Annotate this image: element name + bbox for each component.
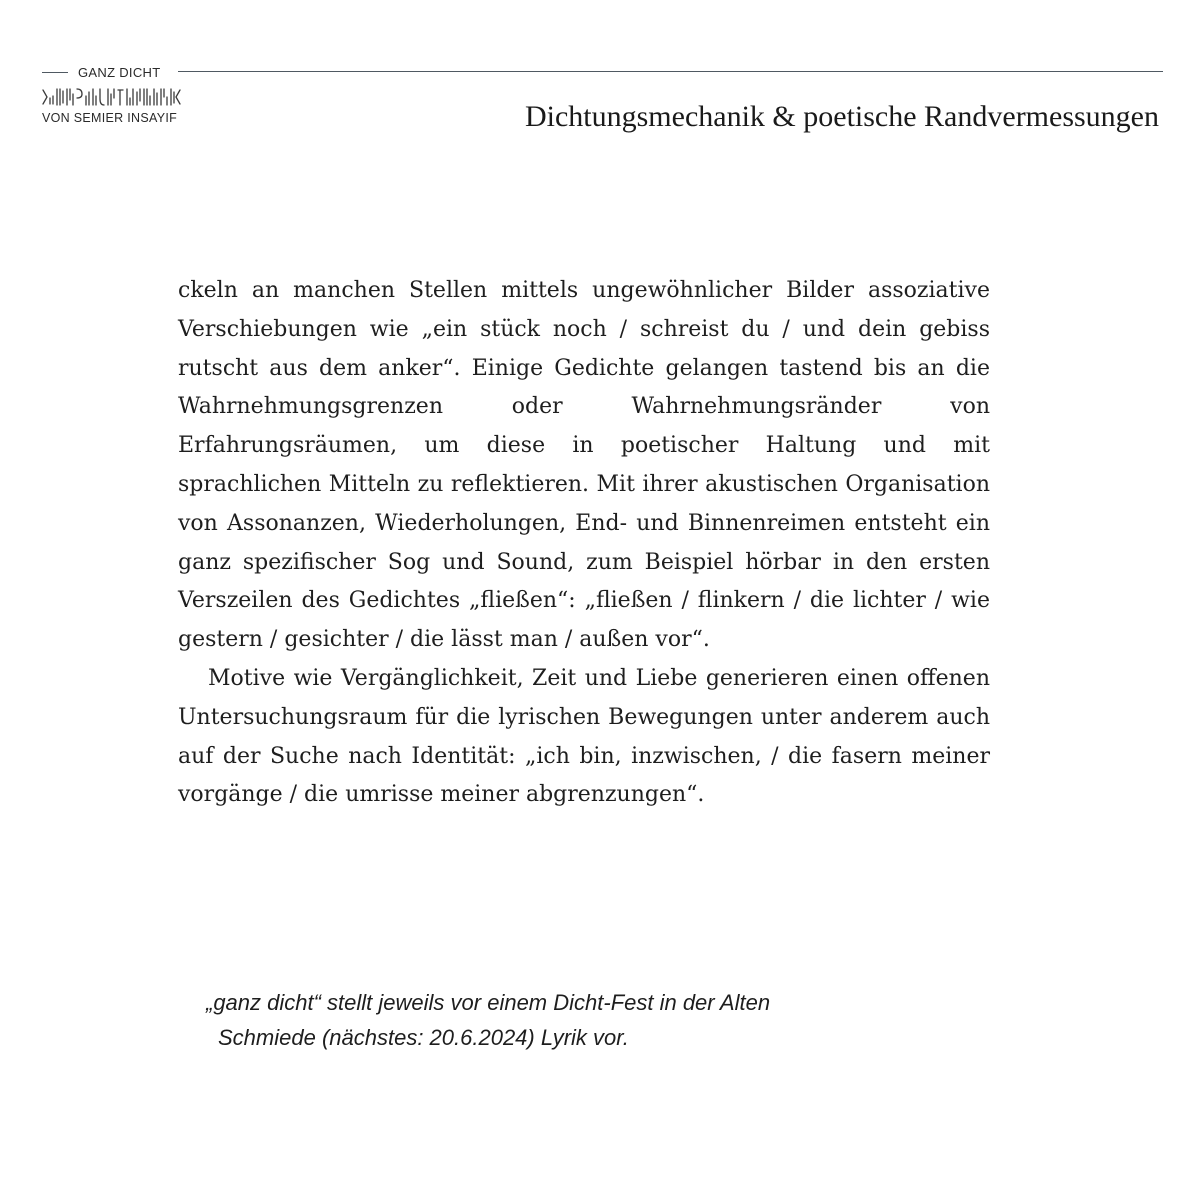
author-byline: VON SEMIER INSAYIF — [42, 111, 178, 125]
brand-block — [42, 58, 202, 125]
footnote-line: „ganz dicht“ stellt jeweils vor einem Dicht-Fest in der Alten — [206, 990, 771, 1015]
logo-glyphs-icon — [42, 86, 192, 108]
article-paragraph: Motive wie Vergänglichkeit, Zeit und Liebe generieren einen offenen Untersuchungsraum für die lyrischen Bewegungen unter anderem auch auf der Suche nach Identität: „ich bin, inzwischen, / die fasern meiner vorgänge / die umrisse meiner abgrenzungen“. — [178, 665, 990, 808]
kicker-rule — [42, 72, 68, 73]
header-rule — [178, 71, 1163, 72]
column-kicker: GANZ DICHT — [78, 64, 161, 80]
footnote-line: Schmiede (nächstes: 20.6.2024) Lyrik vor. — [218, 1025, 629, 1050]
article-paragraph: ckeln an manchen Stellen mittels ungewöhnlicher Bilder assoziative Verschiebungen wie „ein stück noch / schreist du / und dein gebiss rutscht aus dem anker“. Einige Gedichte gelangen tastend bis an die Wahrnehmungsgrenzen oder Wahrnehmungsränder von Erfahrungsräumen, um diese in poetischer Haltung und mit sprachlichen Mitteln zu reflektieren. Mit ihrer akustischen Organisation von Assonanzen, Wiederholungen, End- und Binnenreimen entsteht ein ganz spezifischer Sog und Sound, zum Beispiel hörbar in den ersten Verszeilen des Gedichtes „fließen“: „fließen / flinkern / die lichter / wie gestern / gesichter / die lässt man / außen vor“. — [178, 278, 990, 653]
footnote — [206, 985, 966, 1055]
article-body — [178, 272, 990, 815]
column-title: Dichtungsmechanik & poetische Randvermessungen — [524, 100, 1159, 133]
kicker-row — [42, 58, 202, 86]
